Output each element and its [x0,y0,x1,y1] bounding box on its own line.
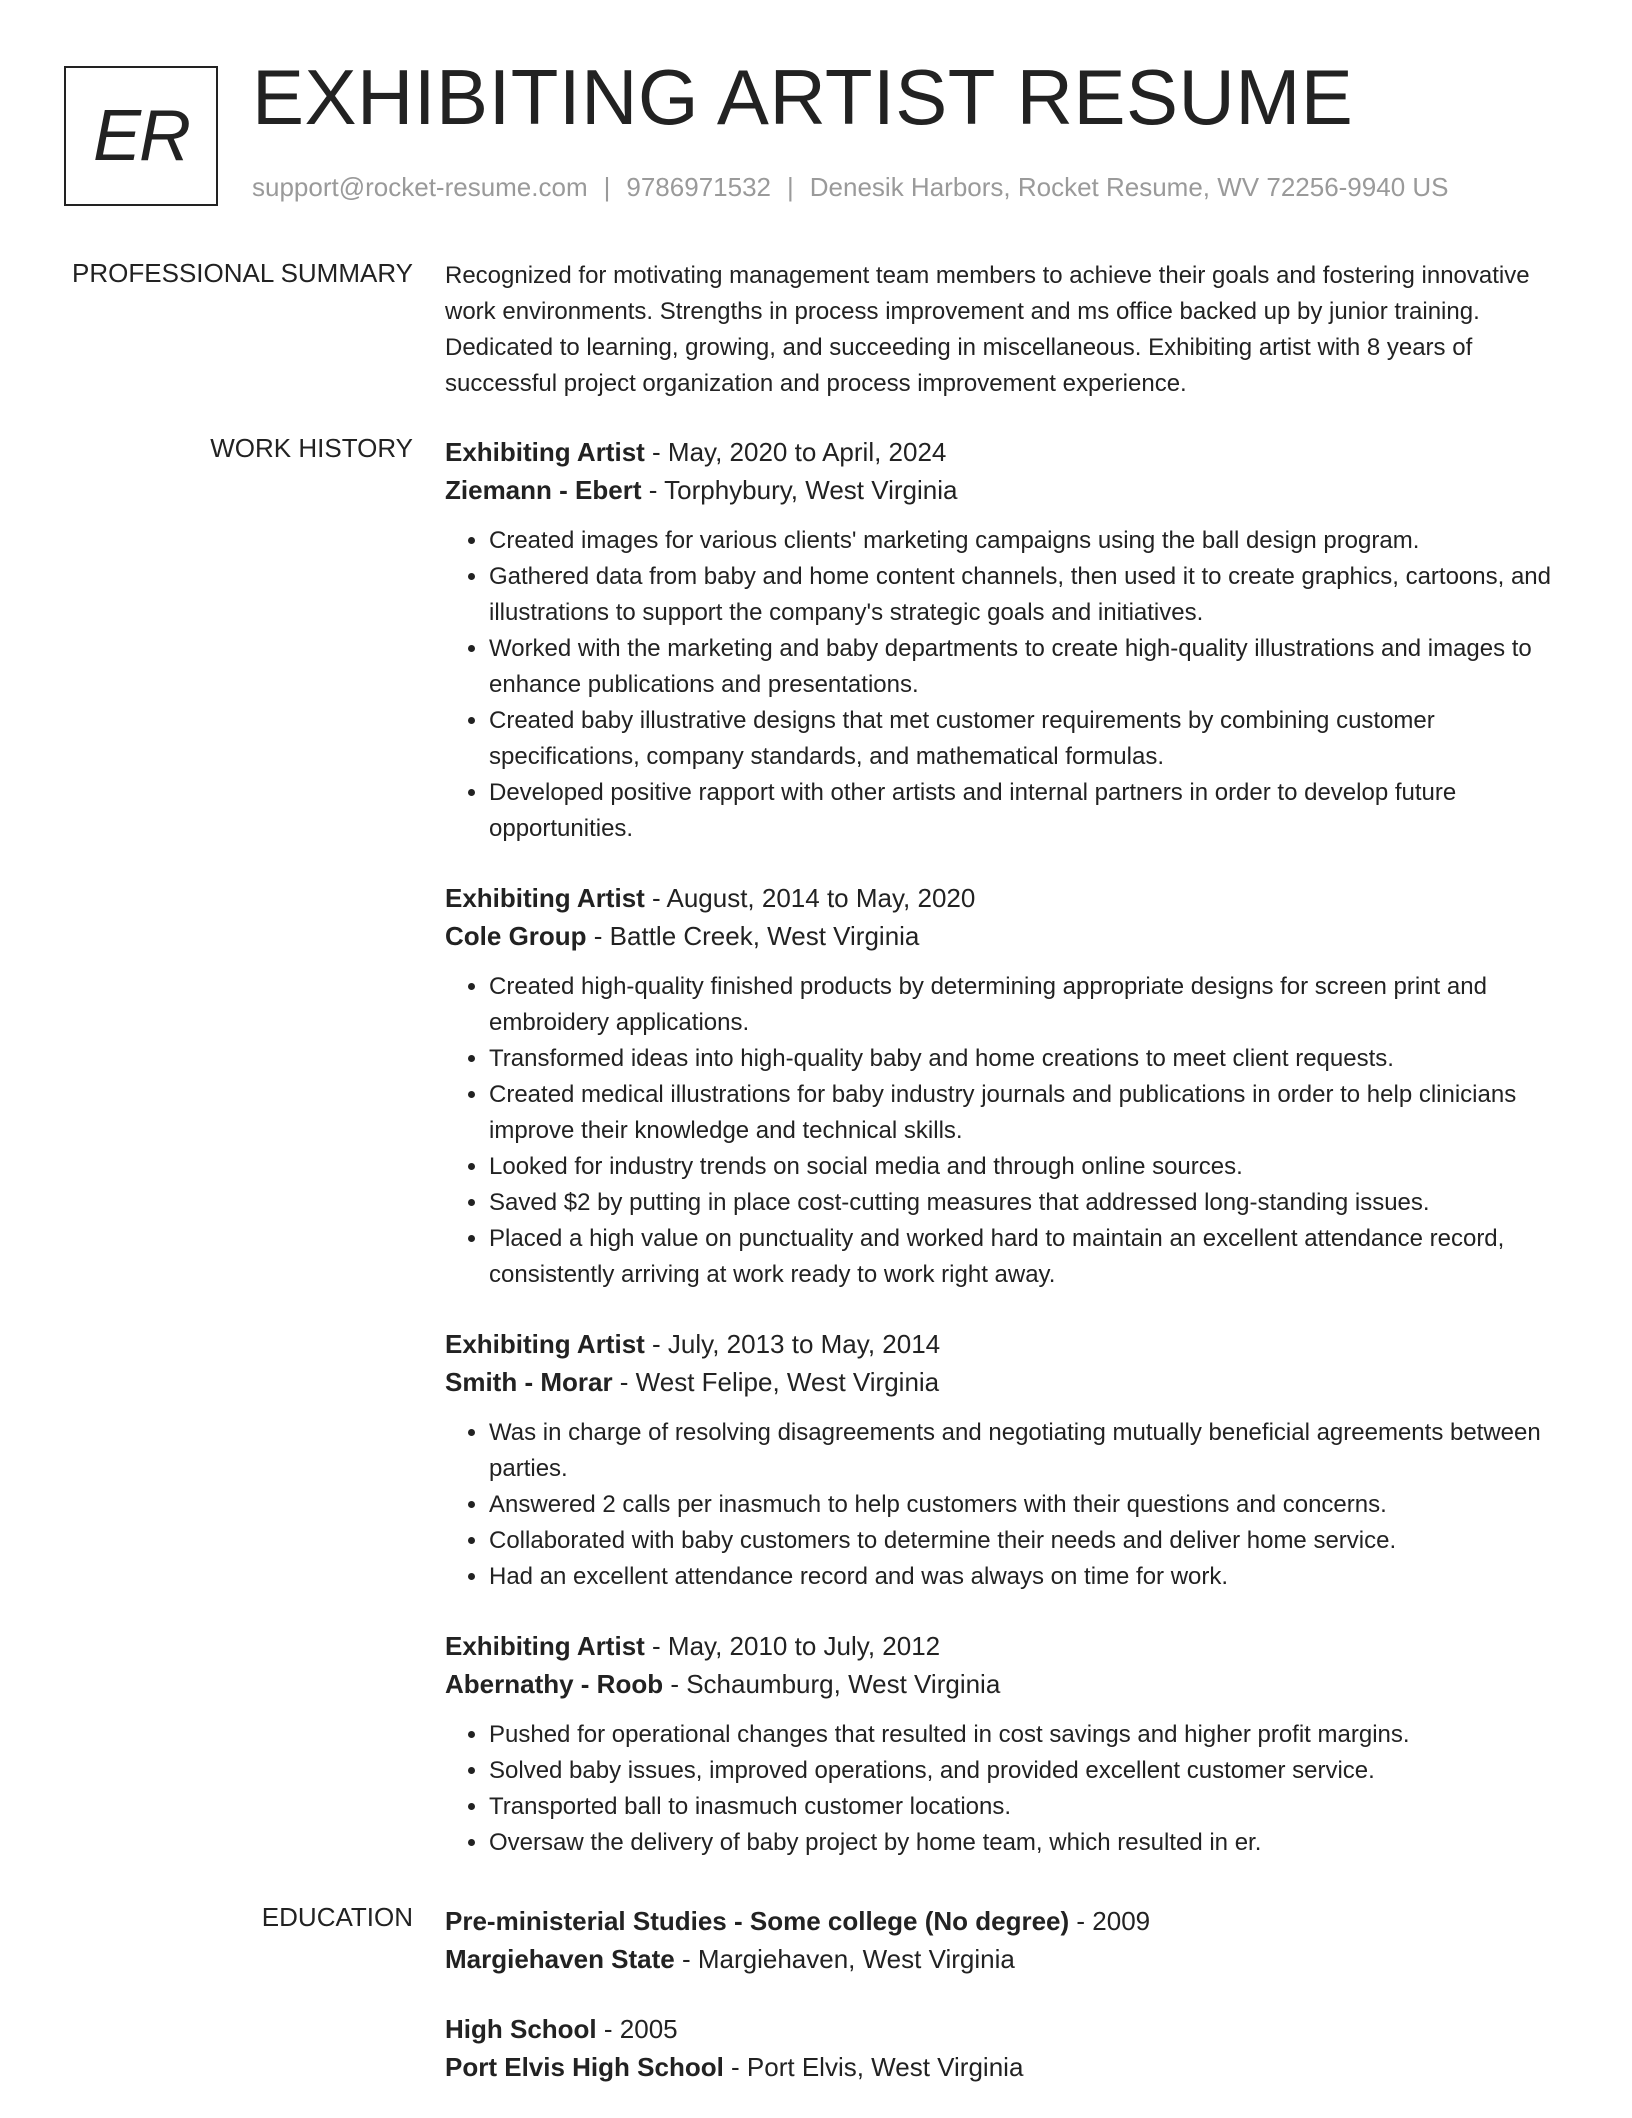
education-list [445,1902,1565,2118]
contact-separator: | [603,172,611,202]
job-company: Smith - Morar [445,1367,613,1397]
work-history-label: WORK HISTORY [210,433,413,463]
job-entry [445,433,1565,847]
education-degree: High School [445,2014,597,2044]
education-year: - 2009 [1069,1906,1151,1936]
job-dates: - August, 2014 to May, 2020 [644,883,976,913]
job-bullet: • Transported ball to inasmuch customer locations. [489,1789,1565,1825]
job-bullet: • Collaborated with baby customers to determine their needs and deliver home service. [489,1523,1565,1559]
job-title-line [445,879,1565,917]
job-title-line [445,1627,1565,1665]
job-entry [445,879,1565,1293]
contact-phone: 9786971532 [626,172,771,202]
education-entry [445,2010,1565,2086]
job-bullet: • Worked with the marketing and baby departments to create high-quality illustrations and images to enhance publications and presentations. [489,631,1565,703]
education-location: - Margiehaven, West Virginia [674,1944,1015,1974]
education-school: Margiehaven State [445,1944,675,1974]
job-bullets [445,1415,1565,1595]
job-bullets [445,523,1565,847]
job-list [445,433,1565,1893]
job-company: Abernathy - Roob [445,1669,664,1699]
job-bullet: • Created baby illustrative designs that met customer requirements by combining customer specifications, company standards, and mathematical formulas. [489,703,1565,775]
summary-text: Recognized for motivating management team members to achieve their goals and fostering innovative work environments. Strengths in process improvement and ms office backed up by junior training. Dedicated to learning, growing, and succeeding in miscellaneous. Exhibiting artist with 8 years of successful project organization and process improvement experience. [445,262,1530,397]
education-label: EDUCATION [261,1902,413,1932]
job-bullet: • Placed a high value on punctuality and worked hard to maintain an excellent attendance record, consistently arriving at work ready to work right away. [489,1221,1565,1293]
job-bullet: • Saved $2 by putting in place cost-cutting measures that addressed long-standing issues. [489,1185,1565,1221]
job-location: - Schaumburg, West Virginia [663,1669,1001,1699]
job-entry [445,1325,1565,1595]
job-location: - West Felipe, West Virginia [612,1367,940,1397]
job-title: Exhibiting Artist [445,883,645,913]
education-location: - Port Elvis, West Virginia [723,2052,1024,2082]
job-bullet: • Created medical illustrations for baby industry journals and publications in order to help clinicians improve their knowledge and technical skills. [489,1077,1565,1149]
job-company-line [445,1363,1565,1401]
job-bullet: • Answered 2 calls per inasmuch to help customers with their questions and concerns. [489,1487,1565,1523]
job-location: - Torphybury, West Virginia [641,475,958,505]
job-bullet: • Pushed for operational changes that resulted in cost savings and higher profit margins. [489,1717,1565,1753]
contact-line [252,172,1449,203]
education-degree-line [445,2010,1565,2048]
job-bullet: • Gathered data from baby and home content channels, then used it to create graphics, cartoons, and illustrations to support the company's strategic goals and initiatives. [489,559,1565,631]
contact-email: support@rocket-resume.com [252,172,588,202]
job-company-line [445,1665,1565,1703]
education-degree: Pre-ministerial Studies - Some college (No degree) [445,1906,1070,1936]
job-bullet: • Had an excellent attendance record and was always on time for work. [489,1559,1565,1595]
job-dates: - May, 2010 to July, 2012 [644,1631,941,1661]
job-bullet: • Developed positive rapport with other artists and internal partners in order to develop future opportunities. [489,775,1565,847]
job-company: Ziemann - Ebert [445,475,642,505]
job-title-line [445,433,1565,471]
education-year: - 2005 [596,2014,678,2044]
job-bullet: • Oversaw the delivery of baby project by home team, which resulted in er. [489,1825,1565,1861]
summary-label: PROFESSIONAL SUMMARY [72,258,413,288]
job-entry [445,1627,1565,1861]
job-bullets [445,1717,1565,1861]
job-location: - Battle Creek, West Virginia [586,921,920,951]
job-bullet: • Created images for various clients' marketing campaigns using the ball design program. [489,523,1565,559]
job-bullet: • Looked for industry trends on social media and through online sources. [489,1149,1565,1185]
job-title-line [445,1325,1565,1363]
job-dates: - July, 2013 to May, 2014 [644,1329,941,1359]
job-bullets [445,969,1565,1293]
job-bullet: • Created high-quality finished products by determining appropriate designs for screen print and embroidery applications. [489,969,1565,1041]
job-dates: - May, 2020 to April, 2024 [644,437,947,467]
education-school-line [445,2048,1565,2086]
job-company: Cole Group [445,921,587,951]
job-company-line [445,917,1565,955]
monogram-initials: ER [64,66,218,206]
contact-separator: | [787,172,794,202]
education-entry [445,1902,1565,1978]
education-school: Port Elvis High School [445,2052,724,2082]
job-title: Exhibiting Artist [445,437,645,467]
education-school-line [445,1940,1565,1978]
education-degree-line [445,1902,1565,1940]
job-bullet: • Was in charge of resolving disagreements and negotiating mutually beneficial agreements between parties. [489,1415,1565,1487]
job-bullet: • Transformed ideas into high-quality baby and home creations to meet client requests. [489,1041,1565,1077]
job-title: Exhibiting Artist [445,1329,645,1359]
job-title: Exhibiting Artist [445,1631,645,1661]
resume-title: EXHIBITING ARTIST RESUME [252,53,1354,141]
job-company-line [445,471,1565,509]
contact-address: Denesik Harbors, Rocket Resume, WV 72256-9940 US [809,172,1449,202]
job-bullet: • Solved baby issues, improved operations, and provided excellent customer service. [489,1753,1565,1789]
